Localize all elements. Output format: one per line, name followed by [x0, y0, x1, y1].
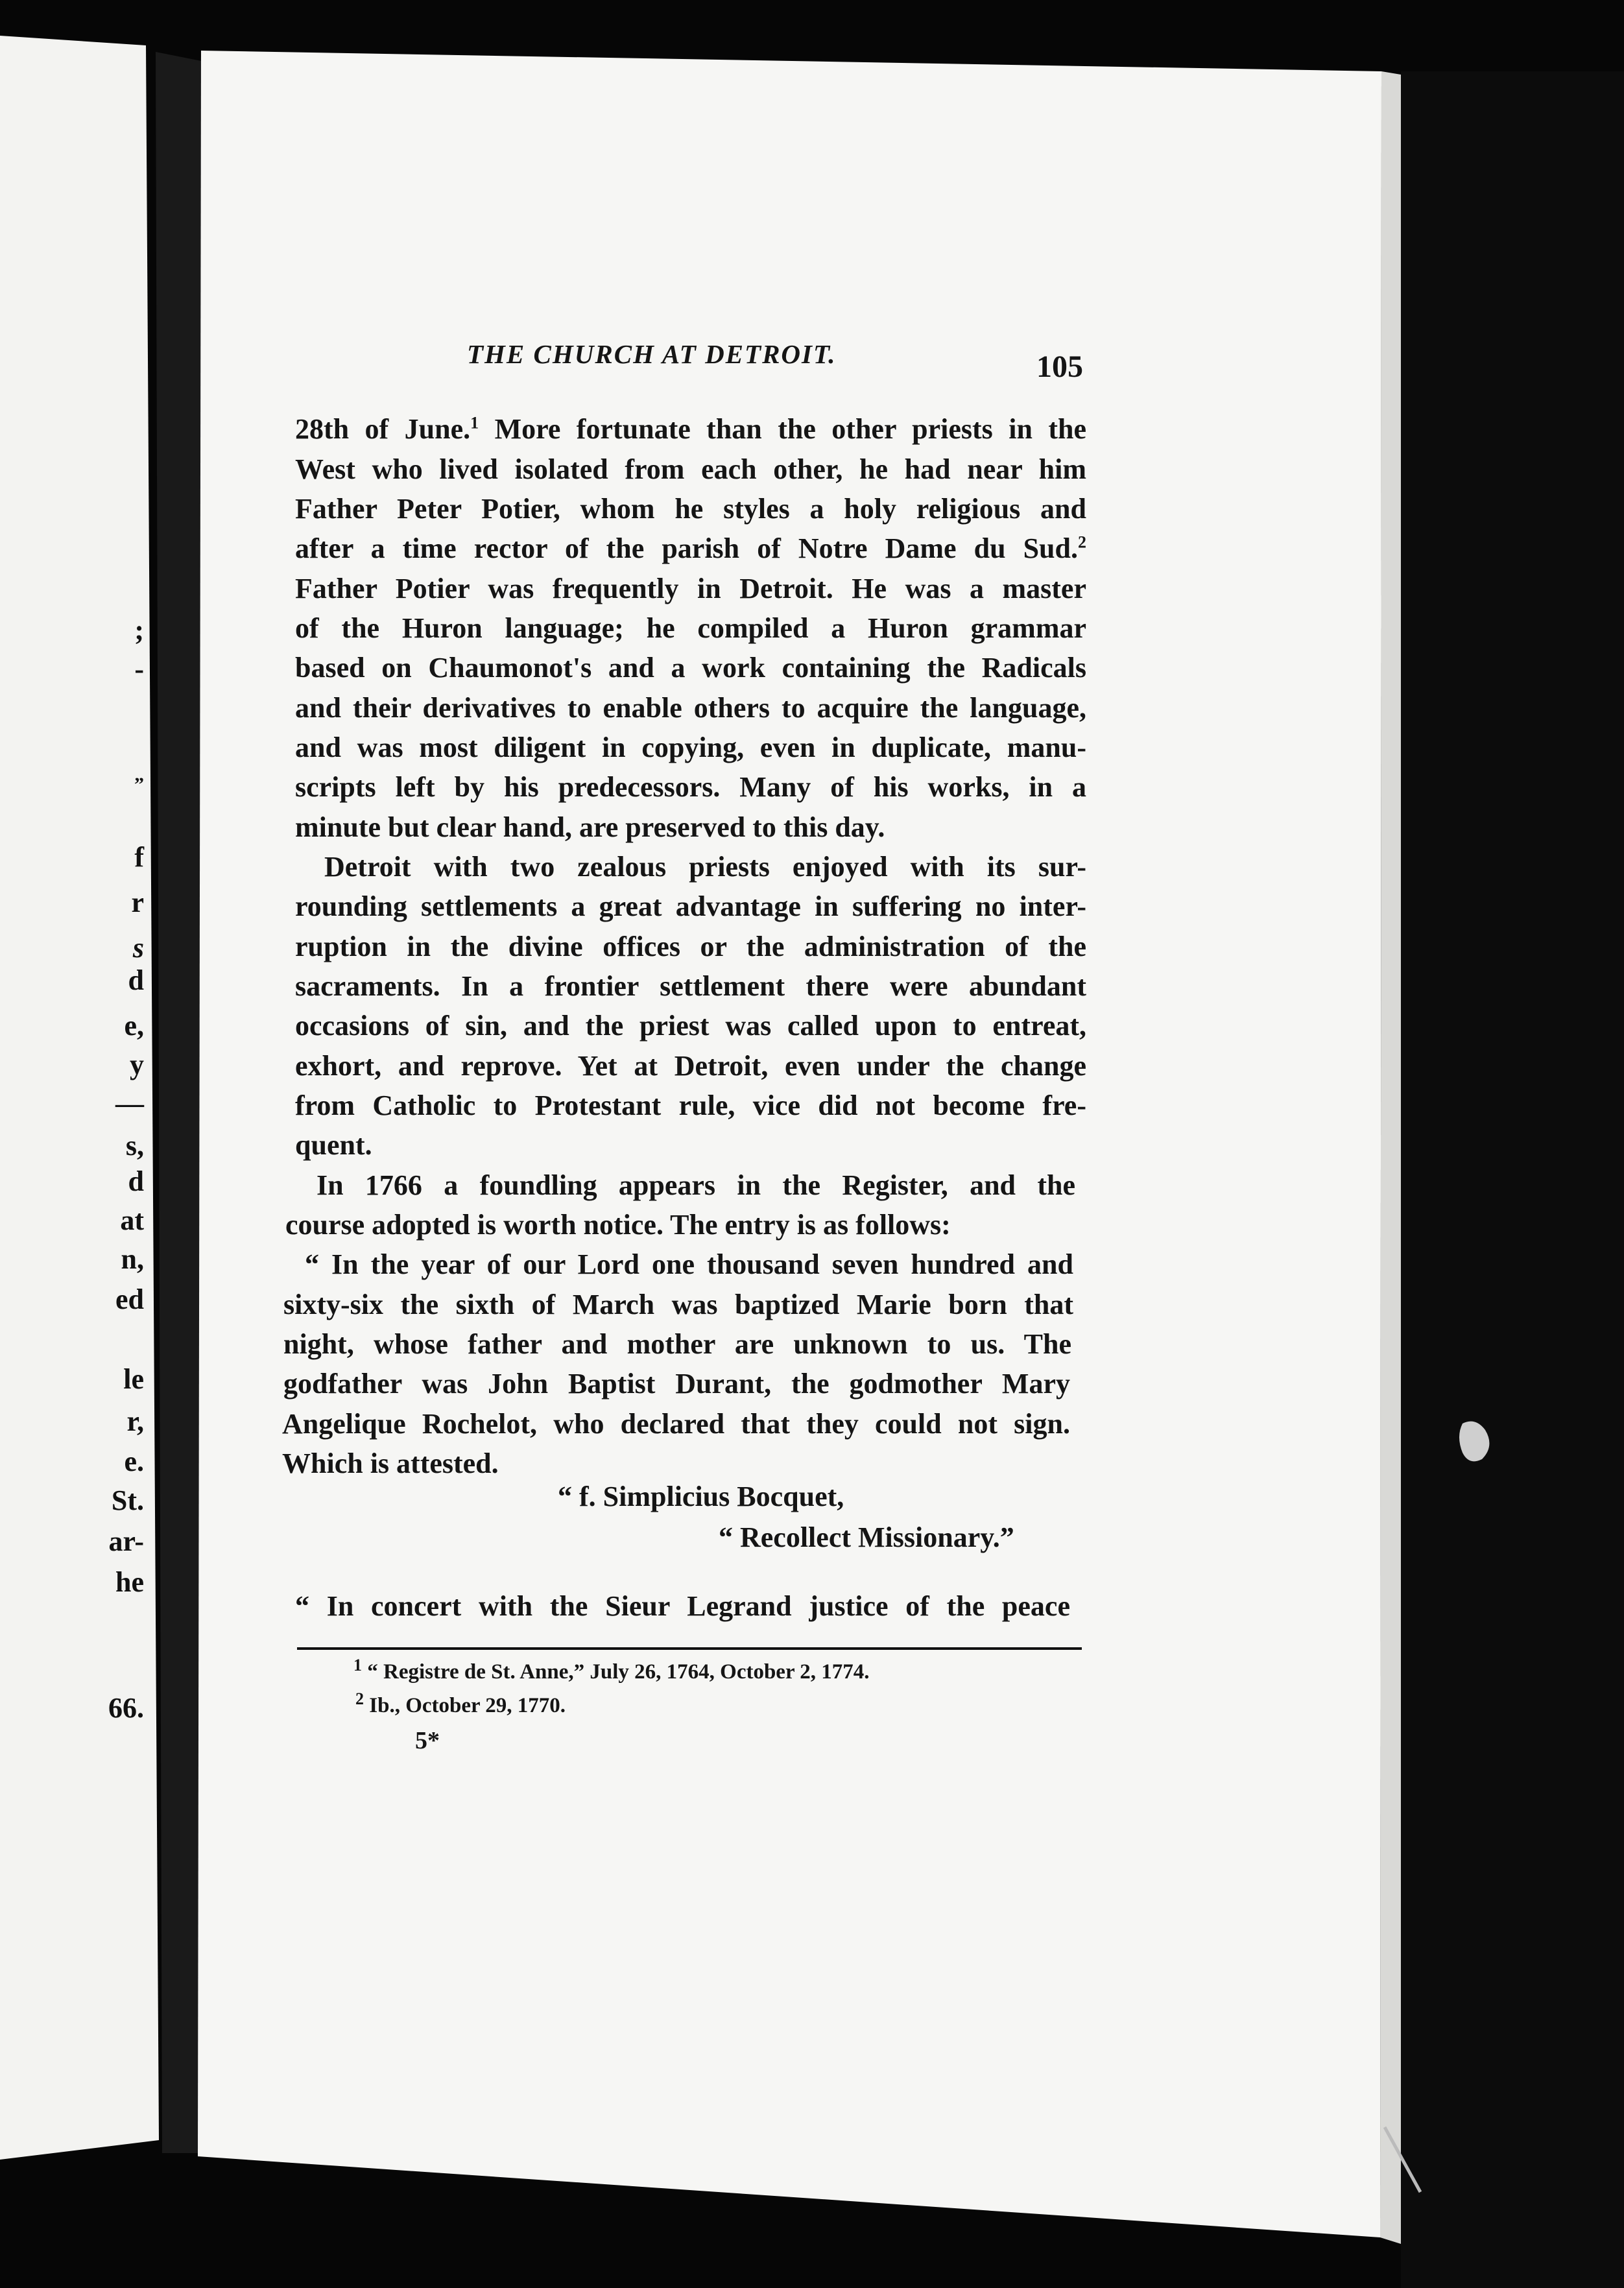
body-line: godfather was John Baptist Durant, the godmother Mary: [283, 1368, 1070, 1400]
left-fragment: y: [130, 1049, 144, 1080]
signature-name: “ f. Simplicius Bocquet,: [558, 1481, 844, 1512]
body-line: scripts left by his predecessors. Many of his works, in a: [295, 771, 1086, 803]
footnote-text: Ib., October 29, 1770.: [369, 1694, 566, 1717]
body-line: quent.: [295, 1129, 372, 1161]
body-line-text: after a time rector of the parish of Notre Dame du Sud.: [295, 532, 1078, 564]
body-line: night, whose father and mother are unknown to us. The: [283, 1328, 1071, 1360]
left-fragment: le: [123, 1363, 144, 1395]
left-fragment: St.: [111, 1484, 144, 1516]
first-line-lead: 28th of June.: [295, 413, 471, 445]
left-fragment: at: [120, 1204, 144, 1236]
footnote-1: [353, 1656, 870, 1684]
body-line: [295, 495, 1086, 523]
body-line: ruption in the divine offices or the administration of the: [295, 931, 1086, 962]
left-fragment: s,: [125, 1130, 144, 1162]
left-fragment: ;: [134, 614, 144, 646]
body-line: [295, 534, 1086, 563]
left-fragment: he: [115, 1566, 144, 1598]
body-line: In 1766 a foundling appears in the Register, and the: [316, 1169, 1075, 1201]
left-fragment: e,: [124, 1010, 144, 1042]
footnote-mark-1: 1: [353, 1656, 362, 1674]
footnote-text: “ Registre de St. Anne,” July 26, 1764, October 2, 1774.: [367, 1660, 870, 1684]
body-line: Angelique Rochelot, who declared that they could not sign.: [282, 1408, 1070, 1440]
signature-title: “ Recollect Missionary.”: [719, 1521, 1014, 1553]
body-line: Detroit with two zealous priests enjoyed with its sur-: [324, 851, 1086, 883]
body-line: West who lived isolated from each other, he had near him: [295, 453, 1086, 485]
footnote-mark-2: 2: [355, 1689, 364, 1708]
left-fragment: s: [132, 932, 144, 964]
left-fragment: —: [115, 1088, 144, 1119]
left-fragment: -: [134, 653, 144, 685]
body-line-text: More fortunate than the other priests in the: [494, 413, 1086, 445]
sheet-signature: 5*: [415, 1727, 440, 1754]
left-fragment: r,: [126, 1405, 144, 1437]
footnote-mark-1: 1: [470, 413, 479, 433]
body-line-first: [295, 415, 1086, 444]
left-fragment: d: [128, 1165, 144, 1197]
body-line: of the Huron language; he compiled a Huron grammar: [295, 612, 1086, 644]
left-fragment: r: [131, 887, 144, 918]
body-line: sacraments. In a frontier settlement there were abundant: [295, 970, 1086, 1002]
body-line: Father Potier was frequently in Detroit. He was a master: [295, 573, 1086, 604]
body-line: and their derivatives to enable others to acquire the language,: [295, 692, 1086, 724]
left-fragment: e.: [124, 1446, 144, 1477]
body-line: rounding settlements a great advantage in suffering no inter-: [295, 890, 1086, 922]
body-line: “ In concert with the Sieur Legrand justice of the peace: [295, 1590, 1070, 1622]
running-head: THE CHURCH AT DETROIT.: [467, 339, 837, 369]
footnote-rule: [297, 1647, 1082, 1650]
body-line: based on Chaumonot's and a work containing the Radicals: [295, 652, 1086, 684]
body-line: sixty-six the sixth of March was baptized Marie born that: [283, 1289, 1073, 1320]
left-fragment: 66.: [108, 1692, 144, 1724]
left-fragment: ed: [115, 1283, 144, 1315]
left-fragment: d: [128, 964, 144, 996]
body-line: and was most diligent in copying, even in duplicate, manu-: [295, 732, 1086, 763]
left-fragment: ar-: [108, 1525, 144, 1557]
page-number: 105: [1036, 350, 1083, 384]
left-fragment: f: [134, 841, 144, 873]
page-edge-stack: [1380, 71, 1401, 2244]
body-line: Which is attested.: [282, 1448, 499, 1479]
body-line: exhort, and reprove. Yet at Detroit, even under the change: [295, 1050, 1086, 1082]
body-line: from Catholic to Protestant rule, vice did not become fre-: [295, 1090, 1086, 1121]
left-fragment: n,: [121, 1243, 144, 1275]
left-fragment: ”: [134, 774, 144, 795]
body-line: occasions of sin, and the priest was called upon to entreat,: [295, 1010, 1086, 1042]
body-line: course adopted is worth notice. The entry is as follows:: [285, 1209, 951, 1241]
footnote-mark-2: 2: [1078, 532, 1086, 552]
body-line: “ In the year of our Lord one thousand seven hundred and: [305, 1248, 1073, 1280]
body-line: minute but clear hand, are preserved to this day.: [295, 811, 885, 843]
footnote-2: [355, 1689, 566, 1718]
body-line-text: Father Peter Potier, whom he styles a holy religious and: [295, 493, 1086, 525]
left-page-column: [0, 0, 156, 2288]
